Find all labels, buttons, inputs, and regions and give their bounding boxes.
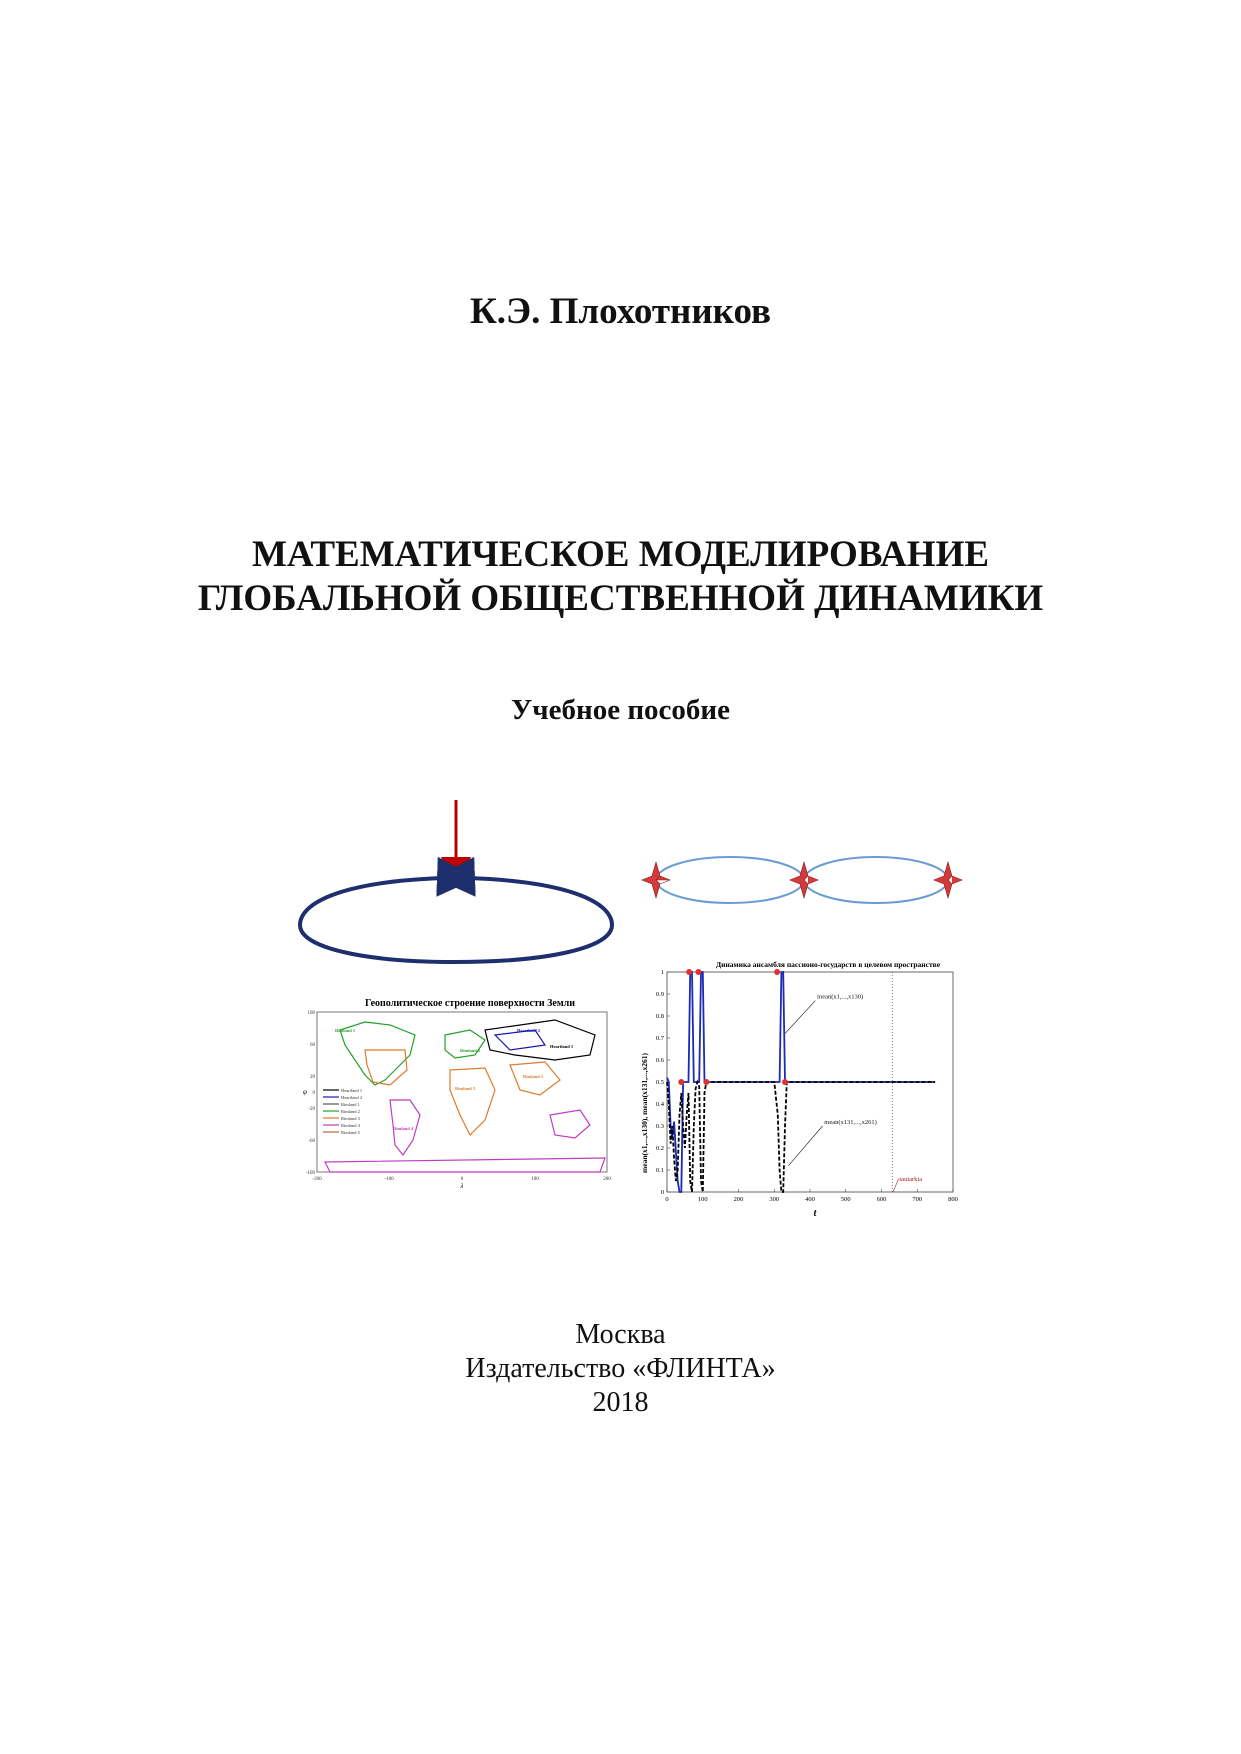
right-loop [804,857,948,903]
svg-text:Heartland 2: Heartland 2 [341,1095,363,1100]
x-tick-label: 600 [876,1196,887,1203]
x-tick-label: 800 [948,1196,958,1203]
map-title: Геополитическое строение поверхности Земли [364,998,576,1009]
imprint-year: 2018 [592,1387,649,1418]
series-marker [695,969,701,975]
chart-xlabel: t [813,1208,817,1219]
svg-text:20: 20 [310,1075,315,1080]
book-title [0,533,1241,621]
series-marker [703,1079,709,1085]
double-loop-diagram [640,840,970,920]
y-tick-label: 1 [660,969,664,976]
svg-text:Heartland 1: Heartland 1 [341,1088,363,1093]
x-tick-label: 0 [665,1196,669,1203]
x-tick-label: 100 [697,1196,708,1203]
title-line-2: ГЛОБАЛЬНОЙ ОБЩЕСТВЕННОЙ ДИНАМИКИ [197,578,1044,619]
annotation-pointer [789,1126,823,1166]
svg-text:0: 0 [460,1177,464,1182]
loop-right-arc [455,878,612,962]
svg-text:Rimland 5: Rimland 5 [523,1074,544,1079]
imprint [0,1318,1241,1420]
y-tick-label: 0 [660,1189,664,1196]
y-tick-label: 0.5 [655,1079,664,1086]
y-tick-label: 0.7 [655,1035,664,1042]
region-australia [550,1110,590,1138]
chart-title: Динамика ансамбля пассионо-государств в целевом пространстве [715,960,941,969]
author: К.Э. Плохотников [469,291,772,332]
svg-text:Rimland 1: Rimland 1 [341,1102,360,1107]
svg-text:Rimland 5: Rimland 5 [341,1130,360,1135]
svg-text:200: 200 [603,1177,611,1182]
map-ylabel: φ [303,1088,307,1096]
series-marker [782,1079,788,1085]
dynamics-chart [633,958,973,1223]
svg-text:Rimland 3: Rimland 3 [341,1116,360,1121]
svg-text:0: 0 [312,1091,315,1096]
x-tick-label: 500 [840,1196,851,1203]
region-africa [450,1068,495,1135]
y-tick-label: 0.4 [655,1101,664,1108]
y-tick-label: 0.3 [655,1123,664,1130]
y-tick-label: 0.6 [655,1057,664,1064]
svg-text:-200: -200 [312,1177,322,1182]
annotation-pointer [785,1001,815,1034]
series-marker [774,969,780,975]
svg-text:-100: -100 [305,1171,315,1176]
y-tick-label: 0.9 [655,991,664,998]
svg-text:60: 60 [310,1043,315,1048]
svg-text:Rimland 3: Rimland 3 [455,1086,476,1091]
title-line-1: МАТЕМАТИЧЕСКОЕ МОДЕЛИРОВАНИЕ [251,534,990,575]
svg-text:-60: -60 [308,1139,315,1144]
series-marker [686,969,692,975]
annotation-pointer [893,1179,899,1192]
svg-text:Rimland 4: Rimland 4 [341,1123,360,1128]
series-marker [678,1079,684,1085]
x-tick-label: 200 [733,1196,744,1203]
map-legend [323,1088,362,1135]
chart-annotation: tautarkia [899,1176,923,1183]
subtitle: Учебное пособие [510,694,730,726]
region-europe [445,1030,485,1058]
x-tick-label: 300 [769,1196,780,1203]
y-tick-label: 0.1 [655,1167,664,1174]
svg-text:Rimland 4: Rimland 4 [393,1126,414,1131]
geopolitical-map [295,990,615,1190]
svg-text:Rimland 2: Rimland 2 [460,1048,481,1053]
y-tick-label: 0.8 [655,1013,664,1020]
svg-text:Rimland 1: Rimland 1 [335,1028,356,1033]
series-line-2 [667,1082,935,1192]
region-asia-heartland [485,1020,595,1060]
svg-text:Rimland 2: Rimland 2 [341,1109,360,1114]
x-tick-label: 700 [912,1196,923,1203]
loop-left-arc [300,878,455,962]
svg-text:Heartland 2: Heartland 2 [517,1028,541,1033]
x-tick-label: 400 [805,1196,815,1203]
svg-text:-100: -100 [384,1177,394,1182]
region-heartland-2 [495,1030,545,1050]
y-tick-label: 0.2 [655,1145,664,1152]
svg-text:100: 100 [531,1177,539,1182]
region-antarctica [325,1158,605,1172]
chart-ylabel: mean(x1,...,x130), mean(x131,...,x261) [640,1053,649,1173]
imprint-publisher: Издательство «ФЛИНТА» [465,1353,776,1384]
map-y-ticks [306,1011,316,1176]
svg-text:-20: -20 [308,1107,315,1112]
svg-text:100: 100 [307,1011,315,1016]
loop-diagram [295,790,625,970]
map-xlabel: λ [460,1182,464,1190]
svg-text:Heartland 1: Heartland 1 [550,1044,574,1049]
map-region-labels [335,1028,574,1131]
imprint-city: Москва [575,1319,666,1350]
chart-annotation: mean(x131,...,x261) [824,1118,877,1126]
chart-annotation: mean(x1,...,x130) [817,993,864,1001]
left-loop [656,857,804,903]
